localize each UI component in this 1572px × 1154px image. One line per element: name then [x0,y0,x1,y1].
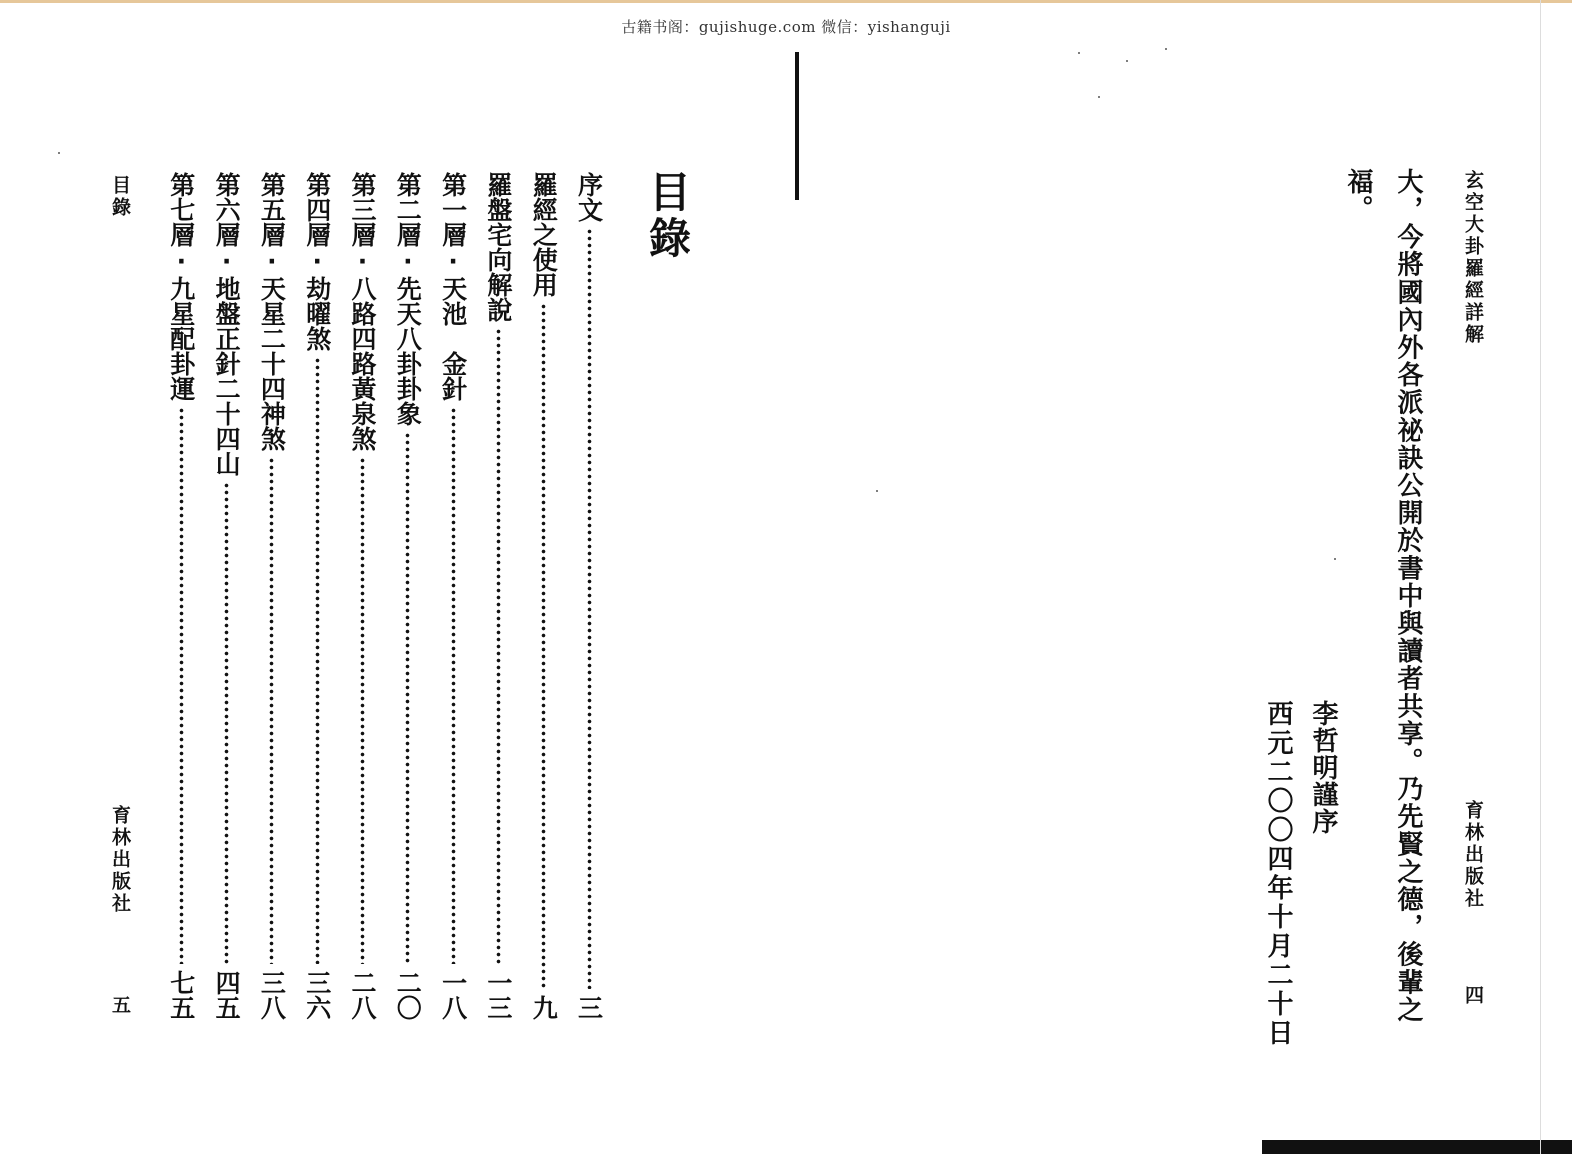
gutter-line [795,52,799,200]
toc-entry-title: 第三層‧八路四路黃泉煞 [348,172,377,451]
toc-entry-title: 第七層‧九星配卦運 [166,172,196,401]
toc-dot-leader [224,482,229,964]
running-footer-title: 目錄 [109,175,131,219]
toc-heading: 目錄 [643,170,692,262]
toc-entry [347,172,379,1020]
toc-entry-page: 三 [574,995,604,1020]
toc-entry-title: 第四層‧劫曜煞 [302,172,332,351]
preface-signature: 李哲明謹序 [1308,700,1338,835]
toc-entry-page: 四五 [212,970,242,1020]
toc-entry-title: 第二層‧先天八卦卦象 [393,172,423,426]
scan-speck [58,152,60,154]
scan-speck [1098,96,1100,98]
toc-entry [392,172,424,1020]
toc-entry [165,172,197,1020]
running-header-publisher: 育林出版社 [1462,800,1484,910]
toc-entry-page: 二八 [348,970,377,1020]
toc-dot-leader [451,407,456,964]
toc-entry-page: 三六 [302,970,332,1020]
preface-text-line-2: 福。 [1343,168,1373,222]
toc-entry [573,172,605,1020]
toc-entry [528,172,560,1020]
page-number-left: 五 [109,995,131,1017]
preface-text-line-1: 大，今將國內外各派祕訣公開於書中與讀者共享。乃先賢之德，後輩之 [1393,168,1423,1024]
page-edge [1540,0,1541,1154]
toc-entry [482,172,514,1020]
top-border [0,0,1572,3]
toc-entry-title: 序文 [574,172,604,222]
scan-speck [1165,48,1167,50]
toc-entry-title: 羅盤宅向解說 [483,172,513,322]
toc-entry [211,172,243,1020]
toc-entry [256,172,288,1020]
toc-dot-leader [315,357,320,964]
toc-dot-leader [496,328,501,964]
toc-dot-leader [541,303,546,989]
toc-entry-page: 九 [529,995,559,1020]
toc-dot-leader [179,407,184,964]
toc-dot-leader [360,457,365,964]
toc-entry-page: 一八 [438,970,468,1020]
toc-dot-leader [587,228,592,989]
toc-entry [437,172,469,1020]
scan-speck [1078,52,1080,54]
scan-edge-shadow [1262,1140,1572,1154]
toc-entry-page: 二〇 [393,970,423,1020]
toc-entry-title: 第六層‧地盤正針二十四山 [212,172,242,476]
scan-speck [876,490,878,492]
scan-speck [1126,60,1128,62]
toc-entry-title: 第一層‧天池 金針 [438,172,468,401]
toc-entry-page: 三八 [257,970,287,1020]
scan-speck [1334,558,1336,560]
toc-entry-page: 一三 [483,970,513,1020]
running-footer-publisher: 育林出版社 [109,805,131,915]
toc-dot-leader [405,432,410,964]
toc-dot-leader [269,457,274,964]
running-header-title: 玄空大卦羅經詳解 [1462,170,1484,346]
toc-entry-title: 羅經之使用 [529,172,559,297]
preface-date: 西元二〇〇四年十月二十日 [1263,700,1293,1048]
page-number-right: 四 [1462,985,1484,1007]
toc-entry [301,172,333,1020]
watermark-text: 古籍书阁：gujishuge.com 微信：yishanguji [621,18,951,36]
toc-entry-title: 第五層‧天星二十四神煞 [257,172,287,451]
toc-entry-page: 七五 [166,970,196,1020]
